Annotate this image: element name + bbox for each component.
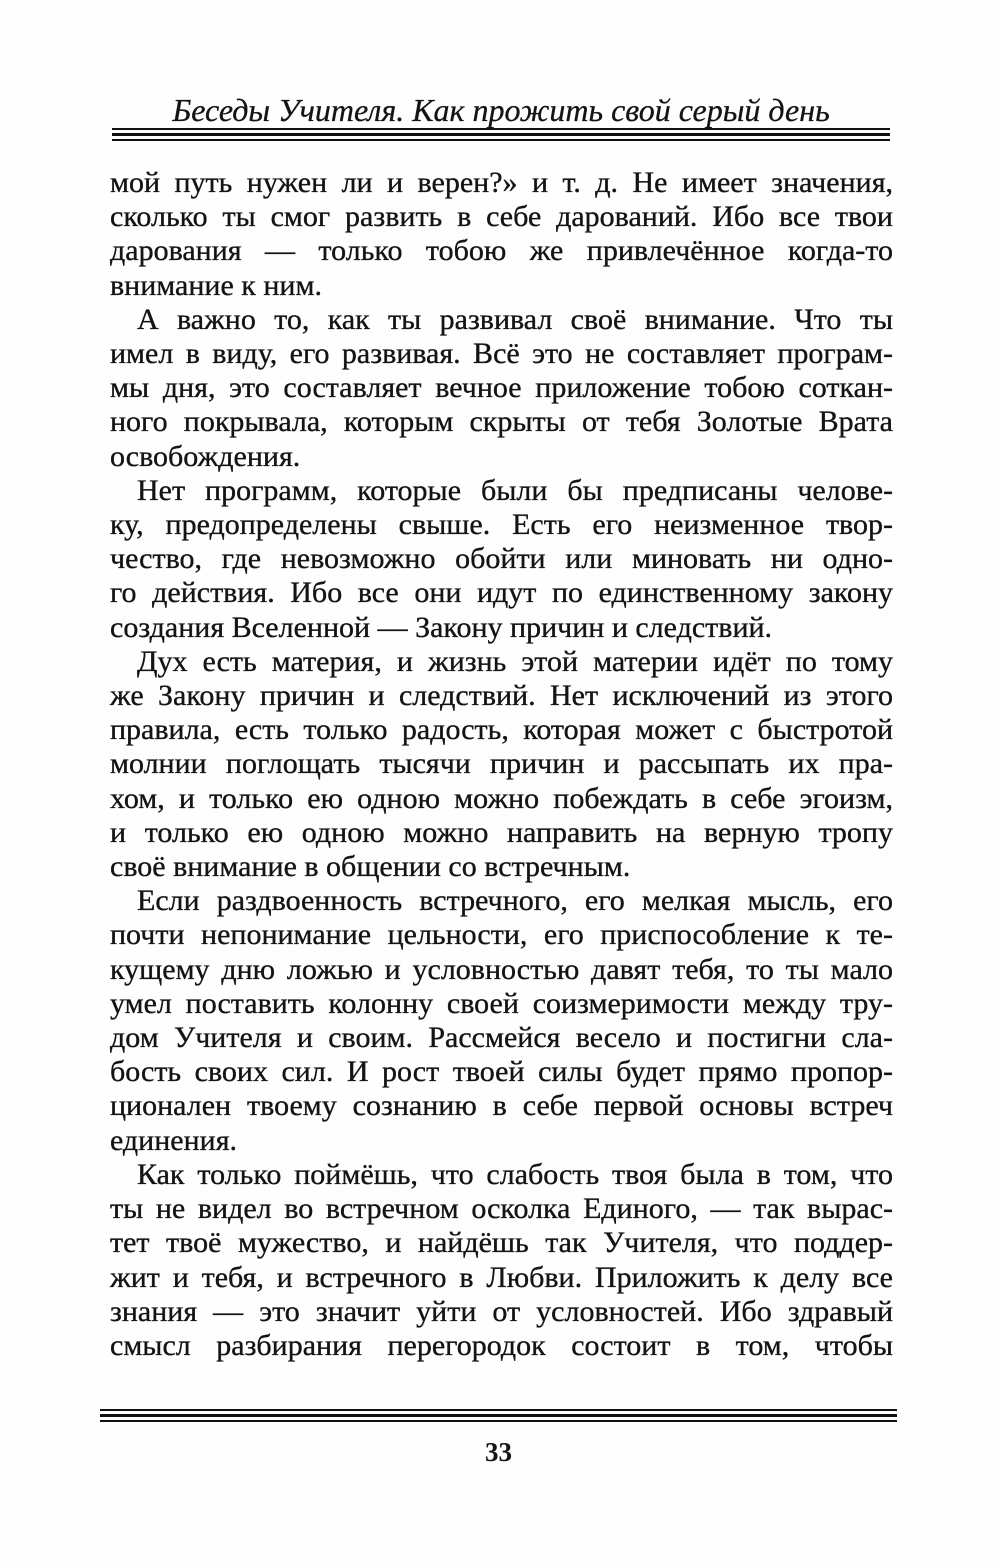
text-line: внимание к ним. — [110, 268, 322, 302]
rule-line — [100, 1414, 897, 1417]
header-rule — [112, 128, 890, 142]
text-line: дом Учителя и своим. Рассмейся весело и постигни сла- — [110, 1021, 893, 1055]
footer-rule — [100, 1409, 897, 1423]
text-line: ционален твоему сознанию в себе первой основы встреч — [110, 1089, 893, 1123]
text-line: же Закону причин и следствий. Нет исключений из этого — [110, 679, 893, 713]
text-line: почти непонимание цельности, его приспособление к те- — [110, 918, 893, 952]
text-line: ты не видел во встречном осколка Единого, — так вырас- — [110, 1192, 893, 1226]
text-line: Дух есть материя, и жизнь этой материи идёт по тому — [137, 644, 893, 678]
rule-line — [100, 1409, 897, 1411]
text-line: и только ею одною можно направить на верную тропу — [110, 815, 893, 849]
text-line: чество, где невозможно обойти или миновать ни одно- — [110, 542, 893, 576]
text-line: своё внимание в общении со встречным. — [110, 850, 631, 884]
text-line: знания — это значит уйти от условностей. Ибо здравый — [110, 1294, 893, 1328]
rule-line — [112, 139, 890, 141]
rule-line — [100, 1420, 897, 1422]
text-line: смысл разбирания перегородок состоит в том, чтобы — [110, 1328, 893, 1362]
text-line: тет твоё мужество, и найдёшь так Учителя, что поддер- — [110, 1226, 893, 1260]
text-line: освобождения. — [110, 439, 301, 473]
text-line: правила, есть только радость, которая может с быстротой — [110, 713, 893, 747]
body-text — [110, 166, 893, 1363]
text-line: Как только поймёшь, что слабость твоя была в том, что — [137, 1157, 893, 1191]
text-line: ного покрывала, которым скрыты от тебя Золотые Врата — [110, 405, 893, 439]
paragraph — [110, 884, 893, 1158]
text-line: ку, предопределены свыше. Есть его неизменное твор- — [110, 508, 893, 542]
paragraph — [110, 474, 893, 645]
text-line: молнии поглощать тысячи причин и рассыпать их пра- — [110, 747, 893, 781]
text-line: мы дня, это составляет вечное приложение тобою соткан- — [110, 371, 893, 405]
text-line: имел в виду, его развивая. Всё это не составляет програм- — [110, 337, 893, 371]
text-line: дарования — только тобою же привлечённое когда-то — [110, 234, 893, 268]
text-line: бость своих сил. И рост твоей силы будет прямо пропор- — [110, 1055, 893, 1089]
paragraph — [110, 166, 893, 303]
text-line: жит и тебя, и встречного в Любви. Приложить к делу все — [110, 1260, 893, 1294]
rule-line — [112, 128, 890, 130]
text-line: хом, и только ею одною можно побеждать в себе эгоизм, — [110, 781, 893, 815]
text-line: кущему дню ложью и условностью давят тебя, то ты мало — [110, 952, 893, 986]
text-line: мой путь нужен ли и верен?» и т. д. Не имеет значения, — [110, 166, 893, 199]
paragraph — [110, 303, 893, 474]
text-line: А важно то, как ты развивал своё внимание. Что ты — [137, 302, 893, 336]
text-line: го действия. Ибо все они идут по единственному закону — [110, 576, 893, 610]
paragraph — [110, 1158, 893, 1363]
text-line: создания Вселенной — Закону причин и следствий. — [110, 610, 773, 644]
rule-line — [112, 133, 890, 136]
text-line: Если раздвоенность встречного, его мелкая мысль, его — [137, 884, 893, 918]
paragraph — [110, 645, 893, 884]
text-line: единения. — [110, 1123, 238, 1157]
text-line: сколько ты смог развить в себе дарований. Ибо все твои — [110, 200, 893, 234]
running-title: Беседы Учителя. Как прожить свой серый день — [172, 92, 830, 128]
text-line: Нет программ, которые были бы предписаны челове- — [137, 473, 893, 507]
page-number: 33 — [485, 1437, 512, 1467]
text-line: умел поставить колонну своей соизмеримости между тру- — [110, 986, 893, 1020]
